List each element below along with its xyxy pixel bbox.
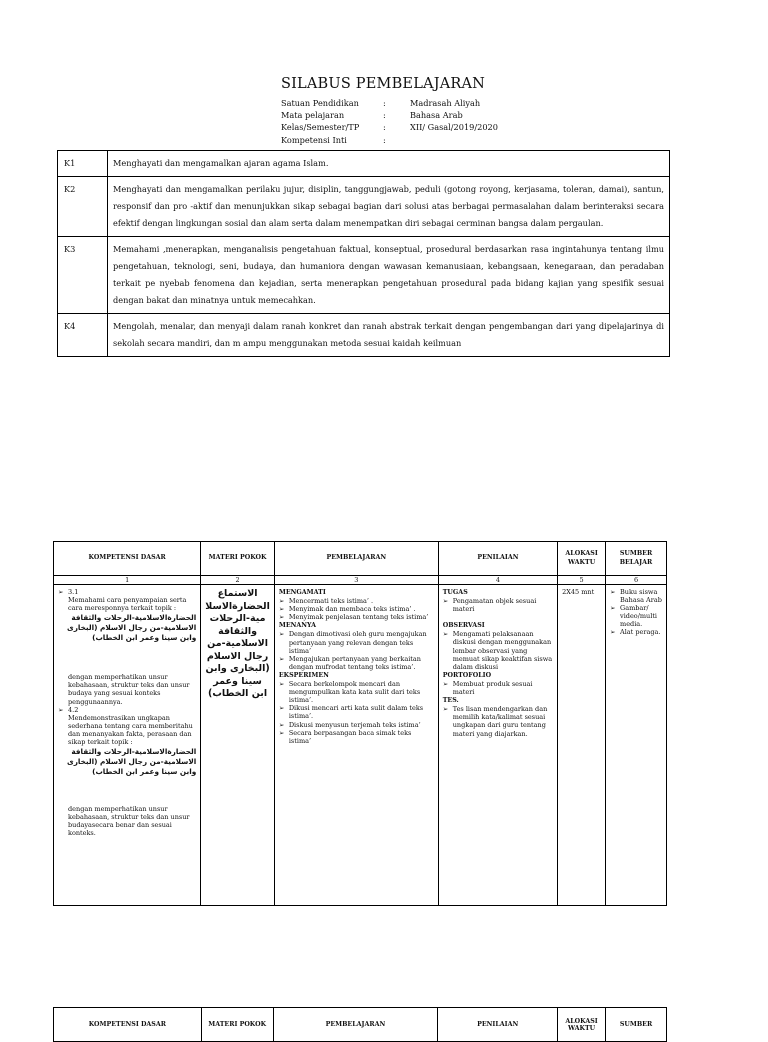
column-number: 3: [274, 576, 438, 585]
info-separator: :: [383, 134, 386, 145]
bullet-arrow-icon: ➢: [610, 588, 616, 596]
kd-arabic-topic: الحضارةالاسلامية-الرحلات والثقافة الاسلامية-من رجال الاسلام (البخارى وابن سينا وعمر ابن الخطاب): [67, 613, 197, 643]
silabus-number-row: [54, 576, 667, 585]
kd-item: [58, 588, 196, 596]
kompetensi-inti-table: [57, 150, 670, 357]
kd-item: [58, 706, 196, 714]
info-label: Satuan Pendidikan: [281, 98, 359, 108]
list-item: ➢ Buku siswa Bahasa Arab: [610, 588, 662, 605]
silabus-header-row: [54, 1008, 667, 1042]
kd-number: 4.2: [68, 705, 79, 714]
bullet-arrow-icon: ➢: [58, 705, 64, 714]
document-info: [281, 97, 610, 146]
bullet-arrow-icon: ➢: [278, 720, 285, 729]
silabus-header-row: [54, 542, 667, 576]
bullet-arrow-icon: ➢: [278, 630, 285, 639]
bullet-arrow-icon: ➢: [442, 705, 449, 714]
section-heading: PORTOFOLIO: [442, 671, 492, 679]
materi-arabic: الاستماع الحضارةالاسلا مية-الرحلات والثقافة الاسلامية-من رجال الاسلام (البخارى وابن سينا وعمر ابن الخطاب): [205, 588, 270, 699]
list-item: ➢ Menyimak penjelasan tentang teks istima’: [278, 613, 429, 622]
column-number: 5: [558, 576, 606, 585]
bullet-arrow-icon: ➢: [442, 679, 449, 688]
list-item: ➢ Pengamatan objek sesuai materi: [442, 597, 537, 614]
bullet-arrow-icon: ➢: [442, 597, 449, 606]
bullet-arrow-icon: ➢: [442, 630, 449, 639]
info-label: Kompetensi Inti: [281, 134, 347, 145]
info-row-satuan: [281, 97, 610, 109]
ki-code: K2: [58, 177, 108, 237]
info-label: Kelas/Semester/TP: [281, 122, 360, 133]
kd-description: Memahami cara penyampaian serta cara meresponnya terkait topik :: [68, 596, 187, 613]
kd-description: dengan memperhatikan unsur kebahasaan, struktur teks dan unsur budaya yang sesuai konteks penggunaannya.: [68, 673, 190, 706]
header-kompetensi-dasar: KOMPETENSI DASAR: [54, 1008, 202, 1042]
info-separator: :: [383, 98, 386, 108]
bullet-arrow-icon: ➢: [278, 680, 285, 689]
ki-row: [58, 237, 670, 314]
ki-text: Mengolah, menalar, dan menyaji dalam ranah konkret dan ranah abstrak terkait dengan pengembangan dari yang dipelajarinya di sekolah secara mandiri, dan m ampu menggunakan metoda sesuai kaidah keilmuan: [108, 314, 670, 357]
bullet-arrow-icon: ➢: [278, 605, 285, 614]
info-row-ki: [281, 134, 610, 146]
ki-row: [58, 177, 670, 237]
kompetensi-dasar-cell: [54, 585, 201, 906]
info-value: Madrasah Aliyah: [410, 98, 481, 108]
silabus-table: [53, 541, 667, 906]
kd-description: Mendemonstrasikan ungkapan sederhana tentang cara memberitahu dan menanyakan fakta, perasaan dan sikap terkait topik :: [68, 713, 193, 747]
ki-code: K1: [58, 151, 108, 177]
column-number: 6: [606, 576, 667, 585]
list-item: ➢ Gambar/ video/multi media.: [610, 604, 658, 629]
header-materi-pokok: MATERI POKOK: [201, 1008, 273, 1042]
info-value: [410, 134, 610, 146]
list-item: ➢ Membuat produk sesuai materi: [442, 679, 533, 697]
list-item: ➢ Mengamati pelaksanaan diskusi dengan menggunakan lembar observasi yang memuat sikap keaktifan siswa dalam diskusi: [442, 630, 553, 671]
column-number: 1: [54, 576, 201, 585]
materi-pokok-cell: [201, 585, 275, 906]
column-number: 4: [438, 576, 557, 585]
info-separator: :: [383, 110, 386, 121]
header-penilaian: PENILAIAN: [438, 1008, 558, 1042]
section-heading: TES.: [442, 697, 459, 705]
list-item: ➢ Secara berkelompok mencari dan mengumpulkan kata kata sulit dari teks istima’.: [278, 680, 421, 705]
section-heading: OBSERVASI: [442, 622, 485, 630]
list-item: ➢ Mencermati teks istima’ .: [278, 597, 374, 606]
section-heading: EKSPERIMEN: [278, 671, 329, 679]
penilaian-cell: [438, 585, 557, 906]
list-item: ➢ Diskusi menyusun terjemah teks istima’: [278, 720, 421, 729]
list-item: ➢ Secara berpasangan baca simak teks istima’: [278, 728, 412, 745]
ki-text: Menghayati dan mengamalkan ajaran agama Islam.: [108, 151, 670, 177]
pembelajaran-cell: [274, 585, 438, 906]
kd-description: dengan memperhatikan unsur kebahasaan, struktur teks dan unsur budayasecara benar dan sesuai konteks.: [68, 805, 190, 838]
alokasi-waktu-cell: 2X45 mnt: [558, 585, 606, 906]
info-separator: :: [383, 122, 386, 133]
section-heading: MENANYA: [278, 622, 316, 630]
header-materi-pokok: MATERI POKOK: [201, 542, 275, 576]
header-sumber: SUMBER: [606, 1008, 667, 1042]
info-value: XII/ Gasal/2019/2020: [410, 122, 498, 133]
header-pembelajaran: PEMBELAJARAN: [273, 1008, 438, 1042]
list-item: ➢ Menyimak dan membaca teks istima’ .: [278, 605, 416, 614]
bullet-arrow-icon: ➢: [278, 728, 285, 737]
header-sumber-belajar: SUMBER BELAJAR: [606, 542, 667, 576]
ki-text: Memahami ,menerapkan, menganalisis pengetahuan faktual, konseptual, prosedural berdasarkan rasa ingintahunya tentang ilmu pengetahuan, teknologi, seni, budaya, dan humaniora dengan wawasan kemanusiaan, kebangsaan, kenegaraan, dan peradaban terkait pe nyebab fenomena dan kejadian, serta menerapkan pengetahuan prosedural pada bidang kajian yang spesifik sesuai dengan bakat dan minatnya untuk memecahkan.: [108, 237, 670, 314]
ki-text: Menghayati dan mengamalkan perilaku jujur, disiplin, tanggungjawab, peduli (gotong royong, kerjasama, toleran, damai), santun, responsif dan pro -aktif dan menunjukkan sikap sebagai bagian dari solusi atas berbagai permasalahan dalam berinteraksi secara efektif dengan lingkungan sosial dan alam serta dalam menempatkan diri sebagai cerminan bangsa dalam pergaulan.: [108, 177, 670, 237]
section-heading: TUGAS: [442, 589, 468, 596]
list-item: ➢ Dikusi mencari arti kata sulit dalam teks istima’.: [278, 704, 424, 721]
bullet-arrow-icon: ➢: [610, 628, 616, 637]
kd-number: 3.1: [68, 588, 79, 596]
bullet-arrow-icon: ➢: [610, 604, 616, 613]
page-title: SILABUS PEMBELAJARAN: [281, 76, 486, 92]
info-value: Bahasa Arab: [410, 110, 463, 121]
ki-code: K3: [58, 237, 108, 314]
header-penilaian: PENILAIAN: [438, 542, 557, 576]
silabus-table-continued: [53, 1007, 667, 1042]
ki-code: K4: [58, 314, 108, 357]
info-label: Mata pelajaran: [281, 110, 345, 121]
bullet-arrow-icon: ➢: [278, 654, 285, 663]
silabus-body-row: [54, 585, 667, 906]
list-item: ➢ Alat peraga.: [610, 628, 661, 637]
header-alokasi-waktu: ALOKASI WAKTU: [558, 1008, 606, 1042]
ki-row: [58, 151, 670, 177]
info-row-mapel: [281, 109, 610, 121]
column-number: 2: [201, 576, 275, 585]
bullet-arrow-icon: ➢: [58, 588, 64, 596]
header-kompetensi-dasar: KOMPETENSI DASAR: [54, 542, 201, 576]
sumber-belajar-cell: [606, 585, 667, 906]
list-item: ➢ Mengajukan pertanyaan yang berkaitan dengan mufrodat tentang teks istima’.: [278, 654, 421, 671]
bullet-arrow-icon: ➢: [278, 597, 285, 606]
bullet-arrow-icon: ➢: [278, 613, 285, 622]
ki-row: [58, 314, 670, 357]
bullet-arrow-icon: ➢: [278, 704, 285, 713]
kd-arabic-topic: الحضارةالاسلامية-الرحلات والثقافة الاسلامية-من رجال الاسلام (البخارى وابن سينا وعمر ابن الخطاب): [67, 747, 197, 777]
list-item: ➢ Dengan dimotivasi oleh guru mengajukan pertanyaan yang relevan dengan teks istima’: [278, 630, 427, 655]
list-item: ➢ Tes lisan mendengarkan dan memilih kata/kalimat sesuai ungkapan dari guru tentang materi yang diajarkan.: [442, 705, 548, 738]
section-heading: MENGAMATI: [278, 589, 326, 596]
header-alokasi-waktu: ALOKASI WAKTU: [558, 542, 606, 576]
header-pembelajaran: PEMBELAJARAN: [274, 542, 438, 576]
info-row-kelas: [281, 121, 610, 133]
